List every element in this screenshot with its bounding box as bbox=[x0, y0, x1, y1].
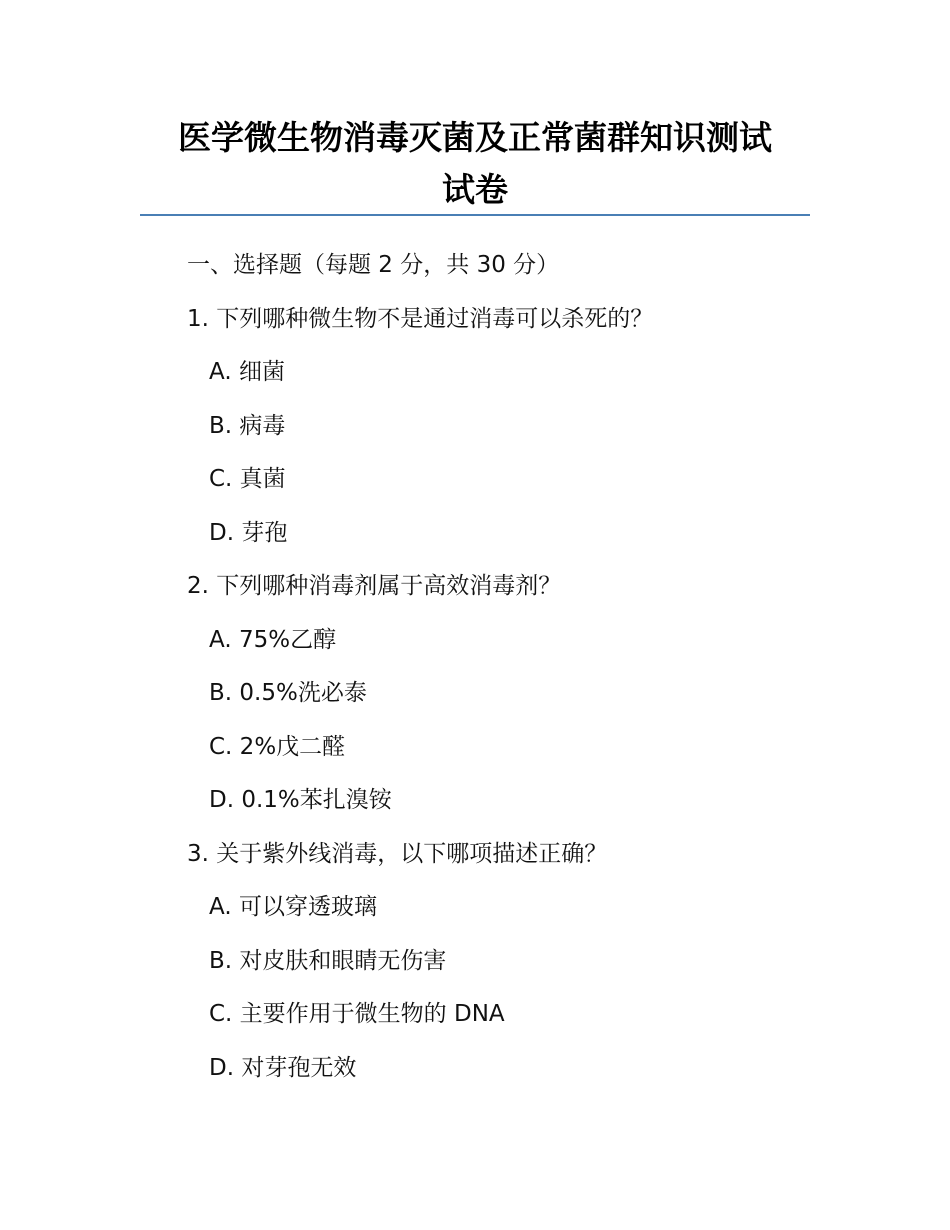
question-1-option-b: B. 病毒 bbox=[209, 413, 286, 439]
question-3-option-b: B. 对皮肤和眼睛无伤害 bbox=[209, 948, 447, 974]
question-3-option-a: A. 可以穿透玻璃 bbox=[209, 894, 377, 920]
question-3-option-d: D. 对芽孢无效 bbox=[209, 1055, 357, 1081]
title-line-2: 试卷 bbox=[442, 170, 508, 209]
section-heading: 一、选择题（每题 2 分，共 30 分） bbox=[187, 252, 560, 278]
question-2-option-c: C. 2%戊二醛 bbox=[209, 734, 346, 760]
question-1-text: 1. 下列哪种微生物不是通过消毒可以杀死的？ bbox=[187, 306, 654, 332]
question-2-text: 2. 下列哪种消毒剂属于高效消毒剂？ bbox=[187, 573, 562, 599]
question-2-option-a: A. 75%乙醇 bbox=[209, 627, 337, 653]
page-title bbox=[140, 112, 810, 216]
question-1-option-c: C. 真菌 bbox=[209, 466, 286, 492]
question-2-option-d: D. 0.1%苯扎溴铵 bbox=[209, 787, 392, 813]
question-2-option-b: B. 0.5%洗必泰 bbox=[209, 680, 367, 706]
title-divider bbox=[140, 214, 810, 216]
question-3-option-c: C. 主要作用于微生物的 DNA bbox=[209, 1001, 505, 1027]
question-1-option-a: A. 细菌 bbox=[209, 359, 285, 385]
title-line-1: 医学微生物消毒灭菌及正常菌群知识测试 bbox=[178, 118, 772, 157]
question-1-option-d: D. 芽孢 bbox=[209, 520, 288, 546]
question-3-text: 3. 关于紫外线消毒，以下哪项描述正确？ bbox=[187, 841, 608, 867]
